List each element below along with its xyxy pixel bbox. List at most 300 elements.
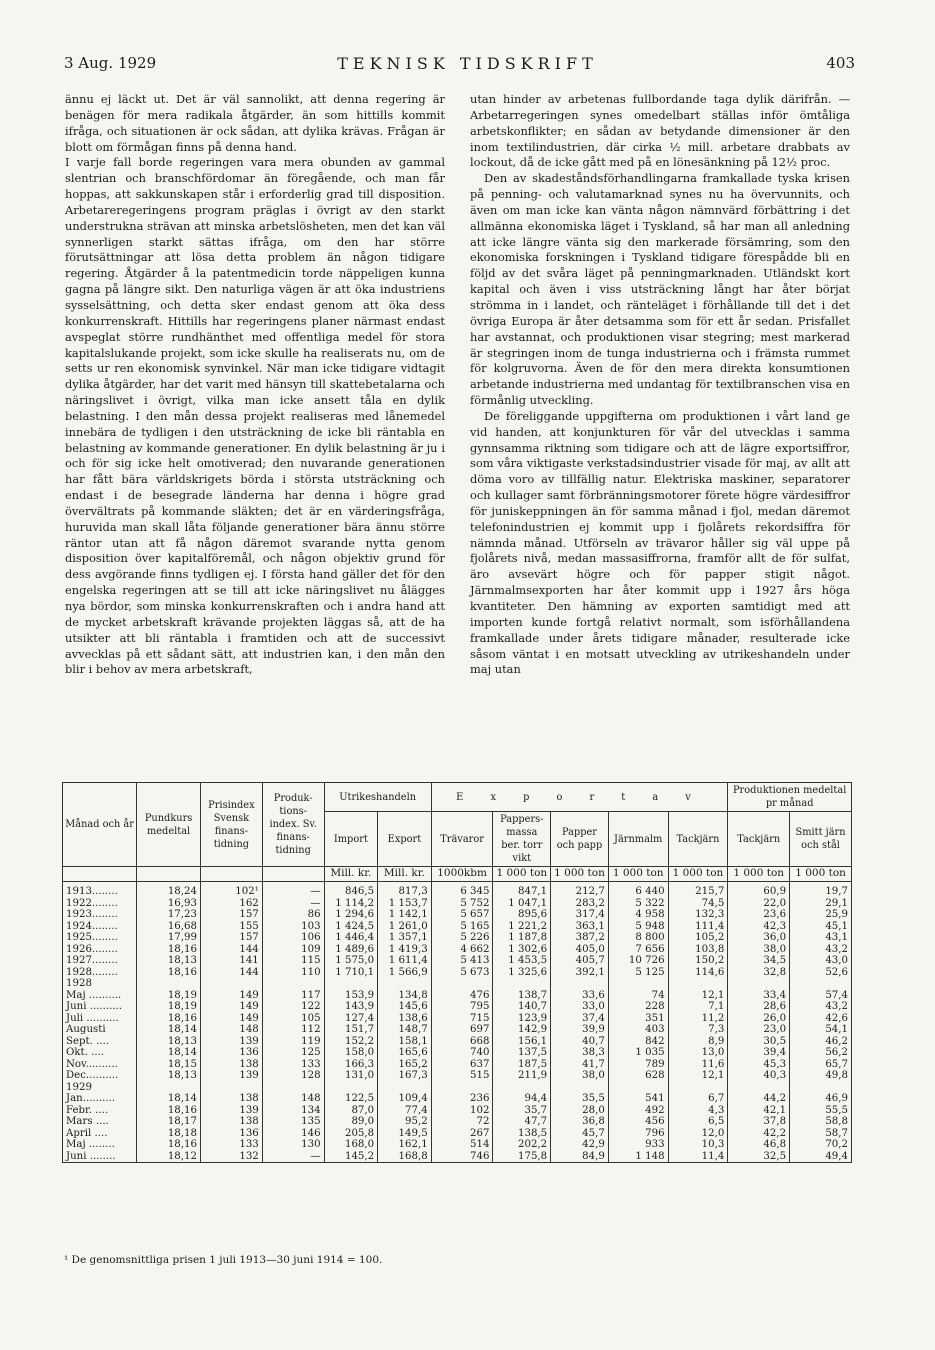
table-cell: 1 294,6 — [324, 909, 378, 921]
table-cell: 796 — [608, 1128, 668, 1140]
table-cell: 111,4 — [668, 921, 728, 933]
table-cell: 18,16 — [137, 944, 201, 956]
table-cell: 895,6 — [493, 909, 551, 921]
col-header-export: Export — [378, 812, 432, 867]
table-cell: 142,9 — [493, 1024, 551, 1036]
table-cell: 139 — [201, 1105, 263, 1117]
table-cell: 5 752 — [431, 898, 493, 910]
table-cell: 149 — [201, 990, 263, 1002]
table-cell: 136 — [201, 1128, 263, 1140]
table-cell — [608, 978, 668, 990]
table-cell: 5 125 — [608, 967, 668, 979]
table-cell: 165,2 — [378, 1059, 432, 1071]
table-cell: 12,1 — [668, 1070, 728, 1082]
table-cell: 45,3 — [728, 1059, 790, 1071]
table-cell: 28,0 — [551, 1105, 609, 1117]
table-cell: 1 035 — [608, 1047, 668, 1059]
table-cell — [551, 1082, 609, 1094]
table-cell: 138 — [201, 1059, 263, 1071]
table-cell — [790, 1082, 852, 1094]
table-cell: 8,9 — [668, 1036, 728, 1048]
table-cell: 153,9 — [324, 990, 378, 1002]
table-cell: 148,7 — [378, 1024, 432, 1036]
row-label: April .... — [63, 1128, 137, 1140]
table-cell: 123,9 — [493, 1013, 551, 1025]
table-cell: 168,8 — [378, 1151, 432, 1163]
table-cell: 405,0 — [551, 944, 609, 956]
col-header-pig-iron-export: Tackjärn — [668, 812, 728, 867]
table-cell: 215,7 — [668, 886, 728, 898]
table-cell: 134,8 — [378, 990, 432, 1002]
table-cell: 36,0 — [728, 932, 790, 944]
table-cell: 6,7 — [668, 1093, 728, 1105]
table-cell: 156,1 — [493, 1036, 551, 1048]
table-cell — [493, 1082, 551, 1094]
table-cell: 363,1 — [551, 921, 609, 933]
table-cell: 1 148 — [608, 1151, 668, 1163]
table-cell — [137, 1082, 201, 1094]
unit-cell: 1 000 ton — [790, 867, 852, 882]
table-cell: 105,2 — [668, 932, 728, 944]
table-cell: 715 — [431, 1013, 493, 1025]
table-cell: 37,8 — [728, 1116, 790, 1128]
table-row — [63, 967, 852, 979]
table-cell: 187,5 — [493, 1059, 551, 1071]
table-cell — [201, 1082, 263, 1094]
table-cell: 140,7 — [493, 1001, 551, 1013]
table-cell: 18,12 — [137, 1151, 201, 1163]
col-header-production-group: Produktionen medeltal pr månad — [728, 783, 852, 812]
table-cell: 74 — [608, 990, 668, 1002]
table-cell: 40,3 — [728, 1070, 790, 1082]
table-cell: 119 — [262, 1036, 324, 1048]
table-cell — [728, 978, 790, 990]
row-label: 1928........ — [63, 967, 137, 979]
table-cell: 149,5 — [378, 1128, 432, 1140]
table-cell: 33,6 — [551, 990, 609, 1002]
table-cell: 33,4 — [728, 990, 790, 1002]
table-cell: 32,5 — [728, 1151, 790, 1163]
table-cell: 4,3 — [668, 1105, 728, 1117]
table-cell: 89,0 — [324, 1116, 378, 1128]
table-cell: 45,7 — [551, 1128, 609, 1140]
row-label: Nov.......... — [63, 1059, 137, 1071]
table-cell: 18,17 — [137, 1116, 201, 1128]
table-cell: 136 — [201, 1047, 263, 1059]
table-cell: 1 424,5 — [324, 921, 378, 933]
row-label: Febr. .... — [63, 1105, 137, 1117]
table-cell: 122,5 — [324, 1093, 378, 1105]
table-row — [63, 990, 852, 1002]
table-cell: 26,0 — [728, 1013, 790, 1025]
table-cell: 139 — [201, 1036, 263, 1048]
table-cell: 30,5 — [728, 1036, 790, 1048]
table-cell: 106 — [262, 932, 324, 944]
table-cell: 18,16 — [137, 1013, 201, 1025]
table-cell: 17,23 — [137, 909, 201, 921]
table-row — [63, 1139, 852, 1151]
table-cell: 60,9 — [728, 886, 790, 898]
table-cell: 4 958 — [608, 909, 668, 921]
col-header-pulp: Pappers-massa ber. torr vikt — [493, 812, 551, 867]
table-cell: 103 — [262, 921, 324, 933]
units-row — [63, 867, 852, 882]
row-label: Juli .......... — [63, 1013, 137, 1025]
table-cell: 43,1 — [790, 932, 852, 944]
table-cell: 125 — [262, 1047, 324, 1059]
table-cell: 42,2 — [728, 1128, 790, 1140]
table-cell: 5 673 — [431, 967, 493, 979]
table-cell: 36,8 — [551, 1116, 609, 1128]
table-row — [63, 909, 852, 921]
table-cell: 127,4 — [324, 1013, 378, 1025]
row-label: Sept. .... — [63, 1036, 137, 1048]
table-cell: 115 — [262, 955, 324, 967]
table-row — [63, 932, 852, 944]
header-date: 3 Aug. 1929 — [64, 54, 157, 72]
table-cell: 43,2 — [790, 944, 852, 956]
table-cell: 789 — [608, 1059, 668, 1071]
table-cell: 42,1 — [728, 1105, 790, 1117]
table-cell: 95,2 — [378, 1116, 432, 1128]
table-cell: 476 — [431, 990, 493, 1002]
table-row — [63, 955, 852, 967]
table-row — [63, 898, 852, 910]
table-cell: 58,8 — [790, 1116, 852, 1128]
left-paragraph: I varje fall borde regeringen vara mera obunden av gammal slentrian och branschfördomar än föregående, och man får hoppas, att sakkunskapen står i erforderlig grad till disposition. Arbetareregeringens program präglas i övrigt av den starkt understrukna strävan att minska arbetslösheten, men det kan väl synnerligen starkt sättas ifråga, om den har större förutsättningar att lösa detta problem än någon tidigare regering. Åtgärder å la patentmedicin torde näppeligen kunna gagna på längre sikt. Den naturliga vägen är att öka industriens sysselsättning, och detta sker endast genom att öka dess konkurrenskraft. Hittills har regeringens planer närmast endast avspeglat större rundhänthet med offentliga medel för stora kapitalslukande projekt, som icke skulle ha realiserats nu, om de setts ur ren ekonomisk synvinkel. När man icke tidigare vidtagit dylika åtgärder, har det varit med hänsyn till skattebetalarna och näringslivet i övrigt, vilka man icke ansett tåla en dylik belastning. I den mån dessa projekt realiseras med lånemedel innebära de tydligen i den utsträckning de icke bli räntabla en belastning av kommande generationer. En dylik belastning är ju i och för sig icke helt omotiverad; den nuvarande generationen har fått bära världskrigets börda i största utsträckning och endast i de besegrade länderna har denna i högre grad övervältrats på kommande släkten; det är en värderingsfråga, huruvida man skall låta följande generationer bära ännu större räntor utan att få någon däremot svarande nytta genom disposition över kapitalföremål, och någon objektiv grund för dess avgörande finns tydligen ej. I första hand gäller det för den engelska regeringen att se till att icke näringslivet nu ålägges nya bördor, som minska konkurrenskraften och i andra hand att de mycket arbetskraft krävande projekten läggas så, att de ha utsikter att bli räntabla i framtiden och att de successivt avvecklas på ett sådant sätt, att industrien kan, i den mån den blir i behov av mera arbetskraft, — [65, 155, 445, 677]
table-cell: 138 — [201, 1093, 263, 1105]
table-cell: 157 — [201, 932, 263, 944]
table-cell — [668, 1082, 728, 1094]
table-cell: 39,9 — [551, 1024, 609, 1036]
table-cell: 155 — [201, 921, 263, 933]
table-cell: 102 — [431, 1105, 493, 1117]
table-cell: 628 — [608, 1070, 668, 1082]
table-cell: 42,3 — [728, 921, 790, 933]
table-cell: 103,8 — [668, 944, 728, 956]
table-cell — [262, 1082, 324, 1094]
table-cell: 746 — [431, 1151, 493, 1163]
unit-cell: 1 000 ton — [608, 867, 668, 882]
table-cell: 117 — [262, 990, 324, 1002]
table-row — [63, 944, 852, 956]
table-cell: 162,1 — [378, 1139, 432, 1151]
table-cell: 1 114,2 — [324, 898, 378, 910]
table-cell: 7,3 — [668, 1024, 728, 1036]
table-cell — [378, 1082, 432, 1094]
table-cell: 168,0 — [324, 1139, 378, 1151]
table-cell: 10,3 — [668, 1139, 728, 1151]
row-label: Maj ........ — [63, 1139, 137, 1151]
table-cell: 541 — [608, 1093, 668, 1105]
table-cell: 18,19 — [137, 1001, 201, 1013]
table-cell: 32,8 — [728, 967, 790, 979]
row-label: Maj .......... — [63, 990, 137, 1002]
col-header-import: Import — [324, 812, 378, 867]
table-cell: — — [262, 886, 324, 898]
table-cell: 1 453,5 — [493, 955, 551, 967]
table-row — [63, 886, 852, 898]
table-cell: 18,14 — [137, 1024, 201, 1036]
table-cell: 109 — [262, 944, 324, 956]
table-cell: 72 — [431, 1116, 493, 1128]
table-cell: 1 575,0 — [324, 955, 378, 967]
row-label: 1927........ — [63, 955, 137, 967]
table-cell: 77,4 — [378, 1105, 432, 1117]
table-cell: 236 — [431, 1093, 493, 1105]
table-cell: 114,6 — [668, 967, 728, 979]
table-cell: 45,1 — [790, 921, 852, 933]
table-cell: 102¹ — [201, 886, 263, 898]
table-cell: 351 — [608, 1013, 668, 1025]
table-cell: 1 142,1 — [378, 909, 432, 921]
unit-cell: 1000kbm — [431, 867, 493, 882]
table-row — [63, 1116, 852, 1128]
table-cell: 65,7 — [790, 1059, 852, 1071]
table-cell: 43,2 — [790, 1001, 852, 1013]
table-cell: 211,9 — [493, 1070, 551, 1082]
table-cell: 12,1 — [668, 990, 728, 1002]
table-cell: 133 — [201, 1139, 263, 1151]
table-cell: 148 — [201, 1024, 263, 1036]
table-cell — [668, 978, 728, 990]
table-cell: 795 — [431, 1001, 493, 1013]
table-cell: 492 — [608, 1105, 668, 1117]
table-cell: 283,2 — [551, 898, 609, 910]
table-row — [63, 978, 852, 990]
table-cell: 740 — [431, 1047, 493, 1059]
table-cell: 94,4 — [493, 1093, 551, 1105]
row-label: Juni .......... — [63, 1001, 137, 1013]
unit-cell — [63, 867, 137, 882]
table-cell: 1 187,8 — [493, 932, 551, 944]
table-cell: 18,14 — [137, 1047, 201, 1059]
table-cell: 1 261,0 — [378, 921, 432, 933]
table-cell: 1 047,1 — [493, 898, 551, 910]
table-cell: 58,7 — [790, 1128, 852, 1140]
statistics-table — [62, 782, 852, 1163]
table-cell: 8 800 — [608, 932, 668, 944]
table-cell: 35,7 — [493, 1105, 551, 1117]
table-cell: 148 — [262, 1093, 324, 1105]
table-cell: 39,4 — [728, 1047, 790, 1059]
table-cell — [728, 1082, 790, 1094]
table-cell: 18,14 — [137, 1093, 201, 1105]
col-header-production-index: Produk-tions-index. Sv. finans-tidning — [262, 783, 324, 867]
table-cell: 38,0 — [551, 1070, 609, 1082]
table-cell: 5 657 — [431, 909, 493, 921]
table-row — [63, 1047, 852, 1059]
table-row — [63, 1024, 852, 1036]
table-cell: 145,2 — [324, 1151, 378, 1163]
table-cell: 7 656 — [608, 944, 668, 956]
table-cell: 167,3 — [378, 1070, 432, 1082]
table-cell: 44,2 — [728, 1093, 790, 1105]
right-paragraph: Den av skadeståndsförhandlingarna framkallade tyska krisen på penning- och valutamarknad synes nu ha övervunnits, och även om man icke kan vänta någon nämnvärd förbättring i det allmänna ekonomiska läget i Tyskland, så har man all anledning att icke längre vänta sig den markerade försämring, som den ekonomiska forskningen i Tyskland tidigare förespådde bli en följd av det svåra läget på penningmarknaden. Utländskt kort kapital och även i viss utsträckning långt har åter börjat strömma in i landet, och ränteläget i förhållande till det i det övriga Europa är åter detsamma som för ett år sedan. Prisfallet har avstannat, och produktionen visar stegring; mest markerad är stegringen inom de tunga industrierna och i främsta rummet för kolgruvorna. Även de för den mera direkta konsumtionen arbetande industrierna med undantag för textilbranschen visa en förmånlig utveckling. — [470, 171, 850, 408]
table-cell: 146 — [262, 1128, 324, 1140]
col-header-pound: Pundkurs medeltal — [137, 783, 201, 867]
table-cell: 205,8 — [324, 1128, 378, 1140]
table-cell: 138,5 — [493, 1128, 551, 1140]
table-cell: 637 — [431, 1059, 493, 1071]
table-cell: 697 — [431, 1024, 493, 1036]
table-cell: 52,6 — [790, 967, 852, 979]
table-cell: 144 — [201, 967, 263, 979]
row-label: 1928 — [63, 978, 137, 990]
table-cell: 18,18 — [137, 1128, 201, 1140]
col-header-iron-ore: Järnmalm — [608, 812, 668, 867]
table-cell: 1 611,4 — [378, 955, 432, 967]
table-cell: 1 221,2 — [493, 921, 551, 933]
table-cell: 158,0 — [324, 1047, 378, 1059]
table-cell: 5 165 — [431, 921, 493, 933]
row-label: 1924........ — [63, 921, 137, 933]
table-cell: 18,16 — [137, 1139, 201, 1151]
table-cell: 6 345 — [431, 886, 493, 898]
table-cell: 18,16 — [137, 967, 201, 979]
table-cell: 29,1 — [790, 898, 852, 910]
table-cell: 18,15 — [137, 1059, 201, 1071]
table-cell: 84,9 — [551, 1151, 609, 1163]
table-cell — [790, 978, 852, 990]
table-cell: 1 357,1 — [378, 932, 432, 944]
table-cell: 847,1 — [493, 886, 551, 898]
row-label: 1922........ — [63, 898, 137, 910]
table-cell: 175,8 — [493, 1151, 551, 1163]
row-label: Mars .... — [63, 1116, 137, 1128]
table-row — [63, 1105, 852, 1117]
table-cell: 18,13 — [137, 955, 201, 967]
right-paragraph: De föreliggande uppgifterna om produktionen i vårt land ge vid handen, att konjunkturen för vår del utvecklas i samma gynnsamma riktning som tidigare och att de lägre exportsiffror, som våra viktigaste verkstadsindustrier visade för maj, av allt att döma voro av tillfällig natur. Elektriska maskiner, separatorer och kullager samt förbränningsmotorer förete högre värdesiffror för juniskeppningen än för samma månad i fjol, medan däremot telefonindustrien ej kommit upp i fjolårets rekordsiffra för nämnda månad. Utförseln av trävaror håller sig väl uppe på fjolårets nivå, medan massasiffrorna, framför allt de för sulfat, äro avsevärt högre och för papper stigit något. Järnmalmsexporten har åter kommit upp i 1927 års höga kvantiteter. Den hämning av exporten samtidigt med att importen kunde fortgå relativt normalt, som isförhållandena framkallade under årets tidigare månader, resulterade icke såsom väntat i en motsatt utveckling av utrikeshandeln under maj utan — [470, 408, 850, 677]
table-cell: 23,0 — [728, 1024, 790, 1036]
table-cell: 130 — [262, 1139, 324, 1151]
table-cell: 56,2 — [790, 1047, 852, 1059]
table-cell: 405,7 — [551, 955, 609, 967]
table-cell: 145,6 — [378, 1001, 432, 1013]
table-cell: 74,5 — [668, 898, 728, 910]
table-cell: 134 — [262, 1105, 324, 1117]
table-cell: 16,93 — [137, 898, 201, 910]
table-cell: 49,8 — [790, 1070, 852, 1082]
table-row — [63, 921, 852, 933]
row-label: Okt. .... — [63, 1047, 137, 1059]
table-cell: 143,9 — [324, 1001, 378, 1013]
table-cell: 22,0 — [728, 898, 790, 910]
col-header-export-group: E x p o r t a v — [431, 783, 728, 812]
row-label: Augusti — [63, 1024, 137, 1036]
table-row — [63, 1093, 852, 1105]
table-cell: 40,7 — [551, 1036, 609, 1048]
table-cell: 42,6 — [790, 1013, 852, 1025]
table-cell: 34,5 — [728, 955, 790, 967]
table-cell: 317,4 — [551, 909, 609, 921]
table-cell: 5 226 — [431, 932, 493, 944]
table-cell: 138,7 — [493, 990, 551, 1002]
table-cell: 1 489,6 — [324, 944, 378, 956]
table-cell: 86 — [262, 909, 324, 921]
table-cell: 392,1 — [551, 967, 609, 979]
table-cell: 41,7 — [551, 1059, 609, 1071]
table-cell: 18,19 — [137, 990, 201, 1002]
table-row — [63, 1082, 852, 1094]
table-cell: 152,2 — [324, 1036, 378, 1048]
table-cell: 842 — [608, 1036, 668, 1048]
table-cell: 6,5 — [668, 1116, 728, 1128]
table-cell: 42,9 — [551, 1139, 609, 1151]
table-cell: 149 — [201, 1001, 263, 1013]
unit-cell: 1 000 ton — [668, 867, 728, 882]
table-row — [63, 1128, 852, 1140]
table-cell: 38,0 — [728, 944, 790, 956]
table-cell: 128 — [262, 1070, 324, 1082]
table-cell: 133 — [262, 1059, 324, 1071]
table-body — [63, 867, 852, 1163]
table-cell: 267 — [431, 1128, 493, 1140]
table-cell: 202,2 — [493, 1139, 551, 1151]
table-cell: 1 302,6 — [493, 944, 551, 956]
table-cell: — — [262, 898, 324, 910]
table-cell — [431, 1082, 493, 1094]
table-cell: 35,5 — [551, 1093, 609, 1105]
row-label: 1925........ — [63, 932, 137, 944]
table-cell: 132 — [201, 1151, 263, 1163]
table-cell: 135 — [262, 1116, 324, 1128]
table-cell: 514 — [431, 1139, 493, 1151]
col-header-pig-iron-production: Tackjärn — [728, 812, 790, 867]
table-cell: 138,6 — [378, 1013, 432, 1025]
right-column — [470, 92, 850, 678]
table-cell: 515 — [431, 1070, 493, 1082]
table-cell: 12,0 — [668, 1128, 728, 1140]
table-cell: 137,5 — [493, 1047, 551, 1059]
table-cell: 141 — [201, 955, 263, 967]
table-cell: 18,13 — [137, 1070, 201, 1082]
table-cell — [201, 978, 263, 990]
table-cell: 38,3 — [551, 1047, 609, 1059]
table-cell: 49,4 — [790, 1151, 852, 1163]
table-cell: 165,6 — [378, 1047, 432, 1059]
table-cell: 6 440 — [608, 886, 668, 898]
table-cell: 55,5 — [790, 1105, 852, 1117]
table-cell: 7,1 — [668, 1001, 728, 1013]
col-header-timber: Trävaror — [431, 812, 493, 867]
table-cell: 166,3 — [324, 1059, 378, 1071]
unit-cell: 1 000 ton — [551, 867, 609, 882]
table-cell: 13,0 — [668, 1047, 728, 1059]
table-cell: 933 — [608, 1139, 668, 1151]
table-header-row — [63, 783, 852, 812]
table-cell: 112 — [262, 1024, 324, 1036]
table-cell: 18,24 — [137, 886, 201, 898]
table-cell: 403 — [608, 1024, 668, 1036]
table-row — [63, 1001, 852, 1013]
row-label: 1929 — [63, 1082, 137, 1094]
footnote: ¹ De genomsnittliga prisen 1 juli 1913—30 juni 1914 = 100. — [64, 1254, 383, 1266]
table-cell: 1 153,7 — [378, 898, 432, 910]
unit-cell — [137, 867, 201, 882]
row-label: Juni ........ — [63, 1151, 137, 1163]
table-cell: 105 — [262, 1013, 324, 1025]
table-cell: 668 — [431, 1036, 493, 1048]
table-cell: 5 413 — [431, 955, 493, 967]
table-cell: 25,9 — [790, 909, 852, 921]
col-header-paper: Papper och papp — [551, 812, 609, 867]
table-cell: 57,4 — [790, 990, 852, 1002]
table-cell: 158,1 — [378, 1036, 432, 1048]
table-cell: 46,9 — [790, 1093, 852, 1105]
table-cell: 87,0 — [324, 1105, 378, 1117]
table-cell — [137, 978, 201, 990]
